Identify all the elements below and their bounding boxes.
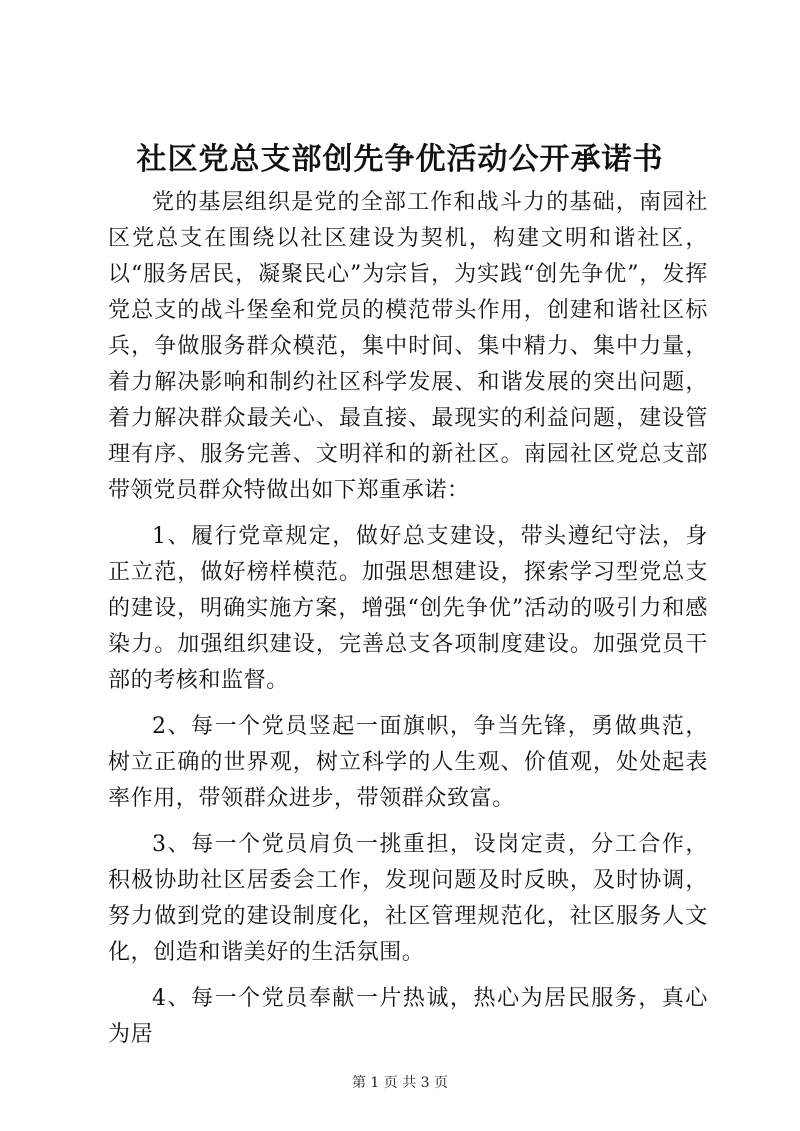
document-body [108, 185, 708, 1063]
paragraph-intro: 党的基层组织是党的全部工作和战斗力的基础，南园社区党总支在围绕以社区建设为契机，构建文明和谐社区，以“服务居民，凝聚民心”为宗旨，为实践“创先争优”，发挥党总支的战斗堡垒和党员的模范带头作用，创建和谐社区标兵，争做服务群众模范，集中时间、集中精力、集中力量，着力解决影响和制约社区科学发展、和谐发展的突出问题，着力解决群众最关心、最直接、最现实的利益问题，建设管理有序、服务完善、文明祥和的新社区。南园社区党总支部带领党员群众特做出如下郑重承诺： [108, 190, 708, 503]
paragraph-pledge-1: 1、履行党章规定，做好总支建设，带头遵纪守法，身正立范，做好榜样模范。加强思想建设，探索学习型党总支的建设，明确实施方案，增强“创先争优”活动的吸引力和感染力。加强组织建设，完善总支各项制度建设。加强党员干部的考核和监督。 [108, 524, 708, 693]
paragraph-pledge-3: 3、每一个党员肩负一挑重担，设岗定责，分工合作，积极协助社区居委会工作，发现问题及时反映，及时协调，努力做到党的建设制度化，社区管理规范化，社区服务人文化，创造和谐美好的生活氛围。 [108, 832, 708, 965]
paragraph-pledge-4: 4、每一个党员奉献一片热诚，热心为居民服务，真心为居 [108, 986, 708, 1047]
paragraph-pledge-2: 2、每一个党员竖起一面旗帜，争当先锋，勇做典范，树立正确的世界观，树立科学的人生观、价值观，处处起表率作用，带领群众进步，带领群众致富。 [108, 714, 708, 811]
page-number: 第 1 页 共 3 页 [351, 1075, 449, 1091]
document-title: 社区党总支部创先争优活动公开承诺书 [136, 142, 664, 177]
